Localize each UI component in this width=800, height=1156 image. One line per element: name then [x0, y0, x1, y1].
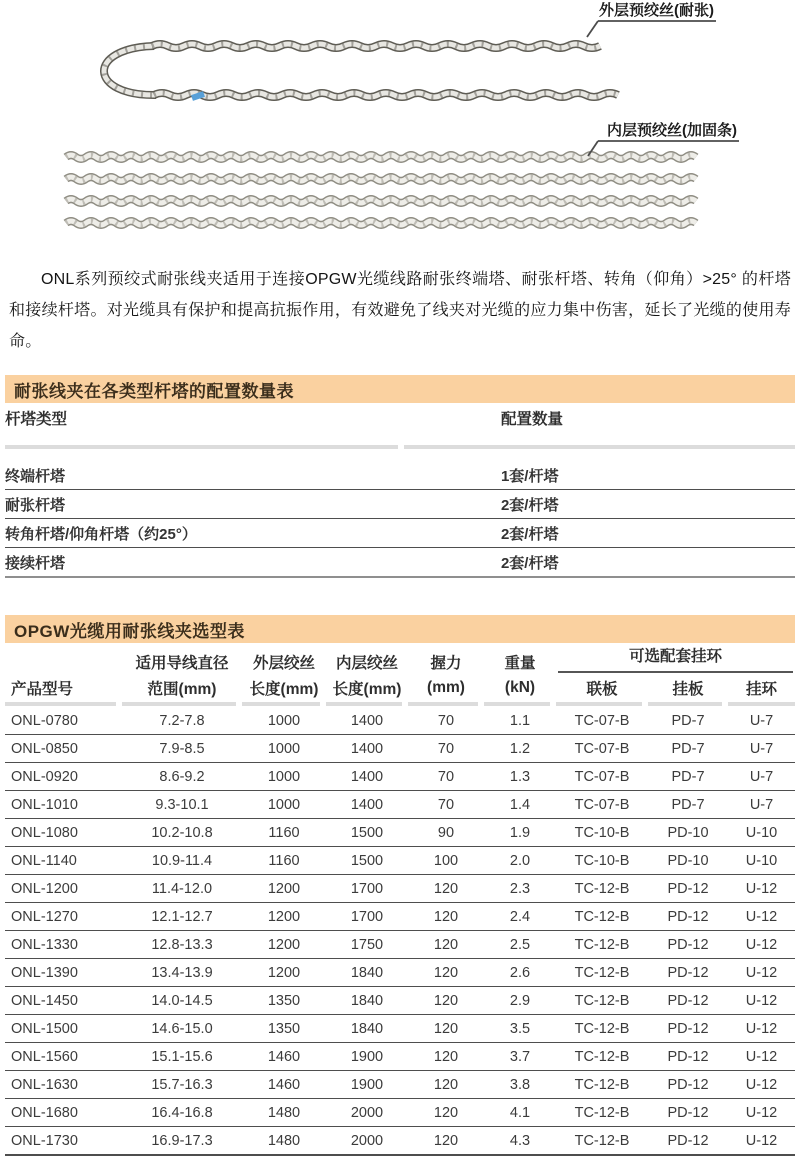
col-header-inner-length: 内层绞丝 — [335, 655, 398, 672]
selection-table-row — [5, 959, 795, 987]
cell-outer-length: 1350 — [242, 987, 326, 1015]
cell-grip: 120 — [408, 875, 484, 903]
cell-hang-plate: PD-12 — [648, 987, 728, 1015]
inner-strand-image — [66, 221, 696, 225]
cell-tower-type: 接续杆塔 — [5, 548, 404, 578]
cell-link-plate: TC-12-B — [556, 1099, 648, 1127]
col-header-weight: 重量 — [504, 655, 536, 672]
cell-hang-plate: PD-12 — [648, 959, 728, 987]
separator-bar — [556, 702, 642, 706]
cell-inner-length: 1840 — [326, 1015, 408, 1043]
cell-outer-length: 1200 — [242, 903, 326, 931]
cell-weight: 3.8 — [484, 1071, 556, 1099]
cell-quantity: 2套/杆塔 — [404, 490, 795, 519]
cell-inner-length: 1700 — [326, 875, 408, 903]
cell-product-model: ONL-0780 — [11, 712, 78, 729]
cell-diameter-range: 16.4-16.8 — [122, 1099, 242, 1127]
outer-label-leader-line — [587, 21, 716, 37]
cell-hang-ring: U-12 — [728, 931, 795, 959]
cell-grip: 100 — [408, 847, 484, 875]
outer-clamp-top-strand-image — [152, 44, 600, 48]
cell-inner-length: 1400 — [326, 763, 408, 791]
cell-hang-ring: U-12 — [728, 1127, 795, 1156]
cell-diameter-range: 13.4-13.9 — [122, 959, 242, 987]
cell-outer-length: 1200 — [242, 959, 326, 987]
cell-grip: 120 — [408, 1099, 484, 1127]
selection-table-row — [5, 847, 795, 875]
selection-table-title-bar — [5, 615, 795, 643]
cell-grip: 120 — [408, 1127, 484, 1156]
selection-table — [5, 643, 795, 1156]
cell-link-plate: TC-07-B — [556, 735, 648, 763]
cell-product-model: ONL-1080 — [5, 819, 122, 847]
cell-inner-length: 1500 — [326, 819, 408, 847]
cell-inner-length: 1400 — [326, 791, 408, 819]
cell-product-model: ONL-1010 — [5, 791, 122, 819]
cell-inner-length: 1400 — [326, 735, 408, 763]
inner-strand-image — [66, 177, 696, 181]
outer-strand-label: 外层预绞丝(耐张) — [599, 2, 714, 19]
col-header-weight-unit: (kN) — [504, 679, 536, 696]
cell-hang-ring: U-12 — [728, 1043, 795, 1071]
cell-inner-length: 1400 — [350, 712, 384, 729]
cell-outer-length: 1480 — [242, 1099, 326, 1127]
col-header-grip-unit: (mm) — [427, 679, 465, 696]
cell-product-model: ONL-1200 — [5, 875, 122, 903]
cell-weight: 2.0 — [484, 847, 556, 875]
col-header-tower-type: 杆塔类型 — [5, 411, 68, 428]
cell-hang-ring: U-12 — [728, 1071, 795, 1099]
cell-grip: 70 — [408, 791, 484, 819]
cell-link-plate: TC-12-B — [556, 959, 648, 987]
cell-inner-length: 1750 — [326, 931, 408, 959]
config-table-row — [5, 461, 795, 490]
cell-outer-length: 1200 — [242, 875, 326, 903]
cell-outer-length: 1460 — [242, 1043, 326, 1071]
cell-weight: 3.7 — [484, 1043, 556, 1071]
separator-bar — [5, 445, 398, 449]
col-header-diameter-unit: 范围(mm) — [147, 681, 217, 698]
cell-weight: 1.3 — [484, 763, 556, 791]
cell-grip: 70 — [408, 735, 484, 763]
cell-tower-type: 终端杆塔 — [5, 467, 66, 485]
cell-weight: 1.9 — [484, 819, 556, 847]
separator-bar — [242, 702, 320, 706]
cell-hang-plate: PD-7 — [648, 763, 728, 791]
cell-link-plate: TC-12-B — [556, 931, 648, 959]
cell-link-plate: TC-10-B — [556, 847, 648, 875]
cell-product-model: ONL-1730 — [5, 1127, 122, 1156]
separator-bar — [5, 702, 116, 706]
cell-hang-plate: PD-7 — [648, 735, 728, 763]
cell-hang-ring: U-7 — [728, 735, 795, 763]
cell-link-plate: TC-12-B — [556, 903, 648, 931]
cell-product-model: ONL-1450 — [5, 987, 122, 1015]
cell-grip: 120 — [408, 959, 484, 987]
cell-quantity: 2套/杆塔 — [404, 519, 795, 548]
col-header-quantity: 配置数量 — [500, 411, 563, 428]
cell-diameter-range: 9.3-10.1 — [122, 791, 242, 819]
cell-inner-length: 2000 — [326, 1099, 408, 1127]
cell-grip: 120 — [408, 1071, 484, 1099]
cell-link-plate: TC-10-B — [556, 819, 648, 847]
separator-bar — [326, 702, 402, 706]
cell-outer-length: 1000 — [267, 712, 301, 729]
selection-table-row — [5, 1071, 795, 1099]
cell-tower-type: 耐张杆塔 — [5, 490, 404, 519]
config-table-row — [5, 548, 795, 578]
col-header-hang-plate: 挂板 — [672, 681, 704, 698]
cell-weight: 4.1 — [484, 1099, 556, 1127]
selection-table-row — [5, 1099, 795, 1127]
cell-product-model: ONL-1500 — [5, 1015, 122, 1043]
config-table-section — [5, 375, 795, 578]
selection-table-row — [5, 987, 795, 1015]
separator-bar — [408, 702, 478, 706]
cell-grip: 120 — [408, 931, 484, 959]
selection-table-row — [5, 931, 795, 959]
cell-tower-type: 转角杆塔/仰角杆塔（约25°） — [5, 519, 404, 548]
cell-hang-ring: U-12 — [728, 959, 795, 987]
header-separator — [5, 433, 795, 461]
cell-product-model: ONL-1560 — [5, 1043, 122, 1071]
cell-hang-plate: PD-12 — [648, 1071, 728, 1099]
cell-weight: 3.5 — [484, 1015, 556, 1043]
cell-grip: 70 — [437, 712, 455, 729]
cell-weight: 1.2 — [484, 735, 556, 763]
cell-hang-ring: U-12 — [728, 987, 795, 1015]
cell-diameter-range: 10.2-10.8 — [122, 819, 242, 847]
cell-hang-ring: U-12 — [728, 875, 795, 903]
cell-hang-plate: PD-12 — [648, 903, 728, 931]
cell-product-model: ONL-1680 — [5, 1099, 122, 1127]
selection-table-row — [5, 791, 795, 819]
selection-table-row — [5, 819, 795, 847]
inner-strand-image — [66, 199, 696, 203]
col-header-diameter: 适用导线直径 — [135, 655, 229, 672]
inner-strand-label: 内层预绞丝(加固条) — [607, 122, 737, 139]
selection-table-title: OPGW光缆用耐张线夹选型表 — [14, 621, 245, 641]
col-header-outer-length: 外层绞丝 — [252, 655, 315, 672]
cell-grip: 120 — [408, 1015, 484, 1043]
cell-diameter-range: 10.9-11.4 — [122, 847, 242, 875]
cell-diameter-range: 15.7-16.3 — [122, 1071, 242, 1099]
cell-product-model: ONL-0850 — [5, 735, 122, 763]
cell-link-plate: TC-12-B — [556, 875, 648, 903]
cell-diameter-range: 7.9-8.5 — [122, 735, 242, 763]
cell-inner-length: 1840 — [326, 959, 408, 987]
cell-link-plate: TC-12-B — [556, 1043, 648, 1071]
config-table-row — [5, 490, 795, 519]
cell-weight: 2.5 — [484, 931, 556, 959]
selection-table-row — [5, 1127, 795, 1156]
cell-hang-ring: U-12 — [728, 903, 795, 931]
cell-hang-plate: PD-12 — [648, 875, 728, 903]
cell-hang-ring: U-7 — [728, 791, 795, 819]
cell-outer-length: 1350 — [242, 1015, 326, 1043]
cell-hang-plate: PD-12 — [648, 1015, 728, 1043]
cell-hang-ring: U-7 — [728, 763, 795, 791]
inner-strand-image — [66, 155, 696, 159]
cell-hang-ring: U-7 — [749, 712, 774, 729]
cell-product-model: ONL-1140 — [5, 847, 122, 875]
cell-weight: 2.6 — [484, 959, 556, 987]
config-table-title: 耐张线夹在各类型杆塔的配置数量表 — [14, 381, 294, 401]
cell-hang-plate: PD-12 — [648, 931, 728, 959]
separator-bar — [728, 702, 795, 706]
preformed-clamp-figure — [0, 0, 800, 248]
cell-product-model: ONL-1390 — [5, 959, 122, 987]
cell-inner-length: 2000 — [326, 1127, 408, 1156]
cell-diameter-range: 11.4-12.0 — [122, 875, 242, 903]
cell-link-plate: TC-12-B — [556, 1127, 648, 1156]
cell-weight: 1.1 — [509, 712, 531, 729]
col-header-outer-unit: 长度(mm) — [249, 681, 319, 698]
cell-inner-length: 1500 — [326, 847, 408, 875]
cell-link-plate: TC-07-B — [556, 791, 648, 819]
selection-table-row — [5, 875, 795, 903]
cell-hang-ring: U-12 — [728, 1099, 795, 1127]
selection-table-row — [5, 1015, 795, 1043]
separator-bar — [648, 702, 722, 706]
cell-hang-plate: PD-12 — [648, 1099, 728, 1127]
cell-grip: 120 — [408, 987, 484, 1015]
cell-hang-ring: U-12 — [728, 1015, 795, 1043]
cell-hang-plate: PD-10 — [648, 819, 728, 847]
config-table-title-bar — [5, 375, 795, 403]
cell-link-plate: TC-12-B — [556, 1071, 648, 1099]
cell-link-plate: TC-07-B — [556, 763, 648, 791]
cell-outer-length: 1200 — [242, 931, 326, 959]
cell-weight: 4.3 — [484, 1127, 556, 1156]
config-table — [5, 403, 795, 578]
cell-outer-length: 1460 — [242, 1071, 326, 1099]
selection-table-row — [5, 903, 795, 931]
cell-product-model: ONL-1270 — [5, 903, 122, 931]
cell-weight: 2.4 — [484, 903, 556, 931]
selection-table-row — [5, 1043, 795, 1071]
col-header-hang-ring: 挂环 — [745, 681, 777, 698]
separator-bar — [122, 702, 236, 706]
rings-group-label: 可选配套挂环 — [558, 644, 793, 673]
cell-quantity: 2套/杆塔 — [404, 548, 795, 578]
col-header-product: 产品型号 — [11, 681, 74, 698]
cell-hang-plate: PD-10 — [648, 847, 728, 875]
cell-weight: 2.9 — [484, 987, 556, 1015]
cell-diameter-range: 14.6-15.0 — [122, 1015, 242, 1043]
cell-inner-length: 1840 — [326, 987, 408, 1015]
cell-grip: 70 — [408, 763, 484, 791]
cell-inner-length: 1900 — [326, 1043, 408, 1071]
cell-diameter-range: 14.0-14.5 — [122, 987, 242, 1015]
cell-grip: 120 — [408, 903, 484, 931]
cell-outer-length: 1000 — [242, 735, 326, 763]
col-header-link-plate: 联板 — [586, 681, 618, 698]
blue-mark — [192, 94, 204, 98]
selection-table-row — [5, 735, 795, 763]
cell-inner-length: 1700 — [326, 903, 408, 931]
col-header-inner-unit: 长度(mm) — [332, 681, 402, 698]
cell-diameter-range: 16.9-17.3 — [122, 1127, 242, 1156]
product-figure — [0, 0, 800, 248]
cell-weight: 2.3 — [484, 875, 556, 903]
col-header-grip: 握力 — [430, 655, 462, 672]
cell-outer-length: 1000 — [242, 763, 326, 791]
selection-table-row — [5, 707, 795, 735]
config-table-row — [5, 519, 795, 548]
cell-outer-length: 1160 — [242, 847, 326, 875]
cell-weight: 1.4 — [484, 791, 556, 819]
cell-link-plate: TC-12-B — [556, 1015, 648, 1043]
cell-grip: 120 — [408, 1043, 484, 1071]
cell-link-plate: TC-07-B — [574, 712, 630, 729]
selection-table-section — [5, 615, 795, 1156]
cell-hang-plate: PD-7 — [671, 712, 705, 729]
outer-clamp-bottom-strand-image — [154, 93, 618, 97]
cell-product-model: ONL-0920 — [5, 763, 122, 791]
outer-clamp-bend — [104, 46, 156, 95]
intro-paragraph: ONL系列预绞式耐张线夹适用于连接OPGW光缆线路耐张终端塔、耐张杆塔、转角（仰角）>25° 的杆塔和接续杆塔。对光缆具有保护和提高抗振作用，有效避免了线夹对光缆的应力集中伤害，延长了光缆的使用寿命。 — [9, 271, 791, 350]
cell-grip: 90 — [408, 819, 484, 847]
cell-diameter-range: 8.6-9.2 — [122, 763, 242, 791]
cell-outer-length: 1000 — [242, 791, 326, 819]
cell-outer-length: 1480 — [242, 1127, 326, 1156]
separator-bar — [484, 702, 550, 706]
cell-link-plate: TC-12-B — [556, 987, 648, 1015]
cell-hang-plate: PD-7 — [648, 791, 728, 819]
cell-hang-plate: PD-12 — [648, 1127, 728, 1156]
cell-diameter-range: 12.1-12.7 — [122, 903, 242, 931]
cell-hang-ring: U-10 — [728, 819, 795, 847]
cell-hang-plate: PD-12 — [648, 1043, 728, 1071]
cell-diameter-range: 7.2-7.8 — [159, 712, 205, 729]
col-header-rings-group — [556, 643, 795, 675]
separator-bar — [404, 445, 795, 449]
selection-table-row — [5, 763, 795, 791]
cell-inner-length: 1900 — [326, 1071, 408, 1099]
cell-diameter-range: 15.1-15.6 — [122, 1043, 242, 1071]
cell-product-model: ONL-1630 — [5, 1071, 122, 1099]
cell-product-model: ONL-1330 — [5, 931, 122, 959]
cell-outer-length: 1160 — [242, 819, 326, 847]
cell-quantity: 1套/杆塔 — [500, 467, 559, 485]
cell-diameter-range: 12.8-13.3 — [122, 931, 242, 959]
cell-hang-ring: U-10 — [728, 847, 795, 875]
